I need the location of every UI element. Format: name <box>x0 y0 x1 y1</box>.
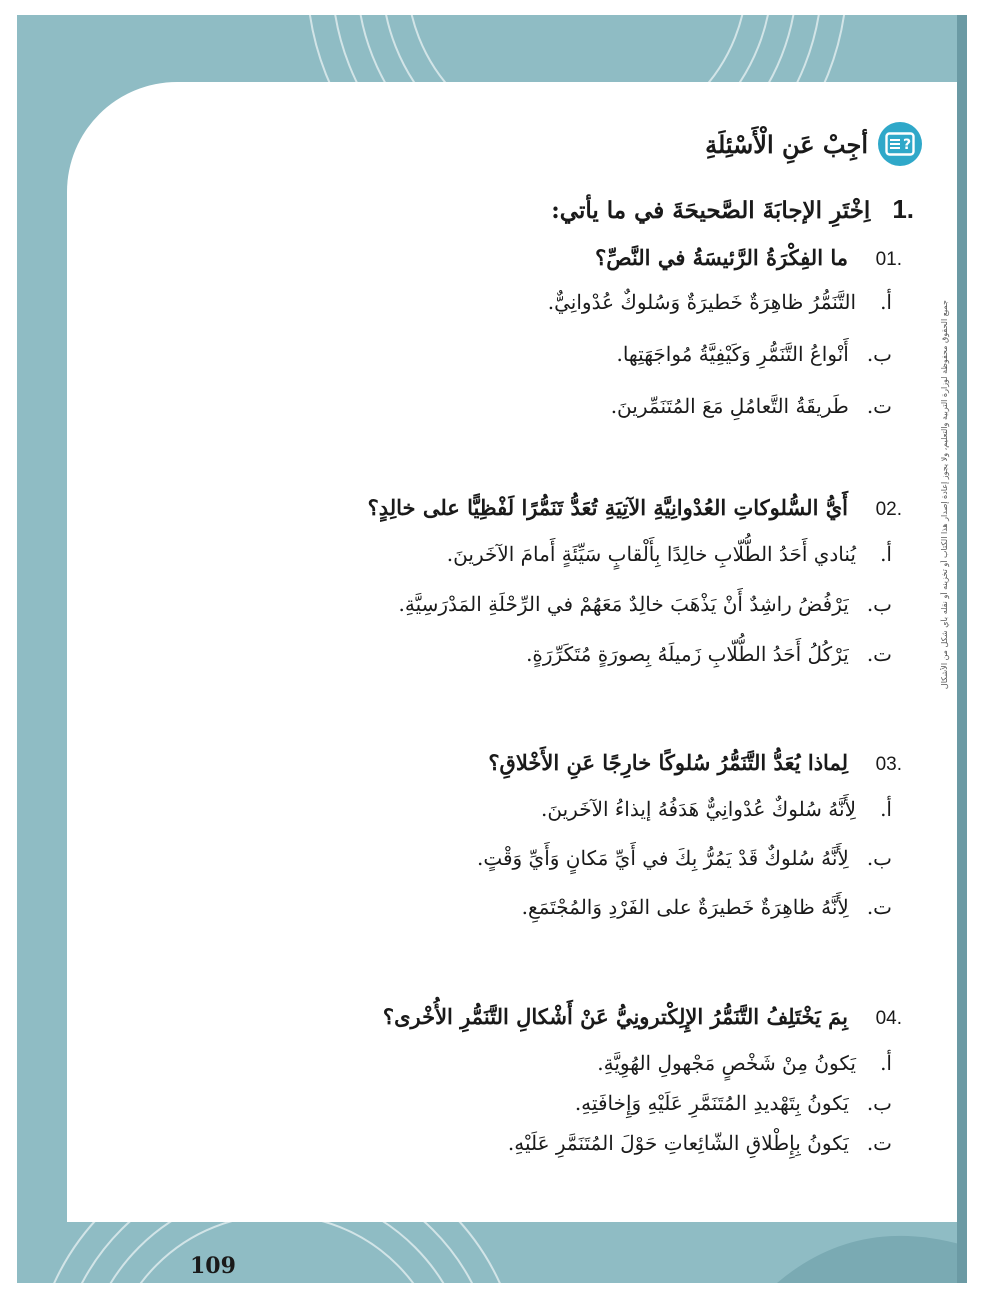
option-text: طَريقَةُ التَّعامُلِ مَعَ المُتَنَمِّرينَ. <box>610 394 849 418</box>
option-text: لِأَنَّهُ سُلوكٌ عُدْوانِيٌّ هَدَفُهُ إيذاءُ الآخَرينَ. <box>541 797 856 821</box>
option-4b[interactable] <box>575 1091 892 1115</box>
option-text: يُنادي أَحَدُ الطُّلّابِ خالِدًا بِأَلْقابٍ سَيِّئَةٍ أَمامَ الآخَرينَ. <box>446 542 856 566</box>
question-4 <box>383 1004 902 1030</box>
option-text: يَكونُ بِتَهْديدِ المُتَنَمَّرِ عَلَيْهِ وَإِخافَتِهِ. <box>574 1091 849 1115</box>
option-3c[interactable] <box>522 895 892 919</box>
copyright-side-note: جميع الحقوق محفوظة لوزارة التربية والتعليم، ولا يجوز إعادة إصدار هذا الكتاب أو تخزينه أو نقله بأي شكل من الأشكال <box>940 300 949 690</box>
option-4a[interactable] <box>597 1051 892 1075</box>
option-text: يَرْفُضُ راشِدٌ أَنْ يَذْهَبَ خالِدٌ مَعَهُمْ في الرِّحْلَةِ المَدْرَسِيَّةِ. <box>398 592 849 616</box>
option-text: يَكونُ بِإِطْلاقِ الشّائِعاتِ حَوْلَ المُتَنَمَّرِ عَلَيْهِ. <box>507 1131 849 1155</box>
option-2a[interactable] <box>447 542 892 566</box>
option-letter: أ. <box>880 797 892 821</box>
option-1b[interactable] <box>616 342 892 366</box>
option-letter: ب. <box>866 846 892 870</box>
option-letter: ب. <box>866 592 892 616</box>
option-letter: أ. <box>880 1051 892 1075</box>
question-text: بِمَ يَخْتَلِفُ التَّنَمُّرُ الإِلِكْترونِيُّ عَنْ أَشْكالِ التَّنَمُّرِ الأُخْرى؟ <box>382 1004 848 1029</box>
option-letter: أ. <box>880 290 892 314</box>
question-card-icon <box>878 122 922 166</box>
question-text: ما الفِكْرَةُ الرَّئيسَةُ في النَّصِّ؟ <box>595 245 848 270</box>
question-number: 02. <box>875 499 902 520</box>
worksheet-content <box>100 110 922 1210</box>
option-3b[interactable] <box>477 846 892 870</box>
question-number: 01. <box>875 249 902 270</box>
instruction-text: اِخْتَرِ الإجابَةَ الصَّحيحَةَ في ما يأتي: <box>551 197 871 224</box>
option-text: يَرْكُلُ أَحَدُ الطُّلّابِ زَميلَهُ بِصورَةٍ مُتَكَرِّرَةٍ. <box>526 642 849 666</box>
section-header <box>705 122 922 166</box>
option-2c[interactable] <box>526 642 892 666</box>
option-text: لِأَنَّهُ سُلوكٌ قَدْ يَمُرُّ بِكَ في أَيِّ مَكانٍ وَأَيِّ وَقْتٍ. <box>476 846 849 870</box>
question-1 <box>595 245 902 271</box>
svg-text:?: ? <box>902 137 912 153</box>
option-text: لِأَنَّهُ ظاهِرَةٌ خَطيرَةٌ على الفَرْدِ وَالمُجْتَمَعِ. <box>521 895 849 919</box>
option-1c[interactable] <box>611 394 892 418</box>
question-text: أَيُّ السُّلوكاتِ العُدْوانِيَّةِ الآتِيَةِ تُعَدُّ تَنَمُّرًا لَفْظِيًّا على خالِدٍ؟ <box>367 495 848 520</box>
option-text: أَنْواعُ التَّنَمُّرِ وَكَيْفِيَّةُ مُواجَهَتِها. <box>616 342 849 366</box>
option-letter: أ. <box>880 542 892 566</box>
option-letter: ب. <box>866 342 892 366</box>
option-text: يَكونُ مِنْ شَخْصٍ مَجْهولِ الهُوِيَّةِ. <box>597 1051 856 1075</box>
question-number: 03. <box>875 754 902 775</box>
main-instruction <box>551 194 914 225</box>
question-text: لِماذا يُعَدُّ التَّنَمُّرُ سُلوكًا خارِجًا عَنِ الأَخْلاقِ؟ <box>488 750 848 775</box>
option-letter: ت. <box>866 394 892 418</box>
question-number: 04. <box>875 1008 902 1029</box>
option-letter: ت. <box>866 895 892 919</box>
option-letter: ت. <box>866 642 892 666</box>
option-2b[interactable] <box>399 592 892 616</box>
section-number: 1. <box>892 194 914 224</box>
page-spine <box>957 15 967 1283</box>
option-3a[interactable] <box>541 797 892 821</box>
option-1a[interactable] <box>548 290 892 314</box>
option-4c[interactable] <box>508 1131 892 1155</box>
question-2 <box>368 495 902 521</box>
option-letter: ب. <box>866 1091 892 1115</box>
option-text: التَّنَمُّرُ ظاهِرَةٌ خَطيرَةٌ وَسُلوكٌ عُدْوانِيٌّ. <box>547 290 856 314</box>
option-letter: ت. <box>866 1131 892 1155</box>
section-title: أجِبْ عَنِ الْأَسْئِلَةِ <box>705 129 868 159</box>
question-3 <box>488 750 902 776</box>
page-number: 109 <box>190 1253 236 1279</box>
